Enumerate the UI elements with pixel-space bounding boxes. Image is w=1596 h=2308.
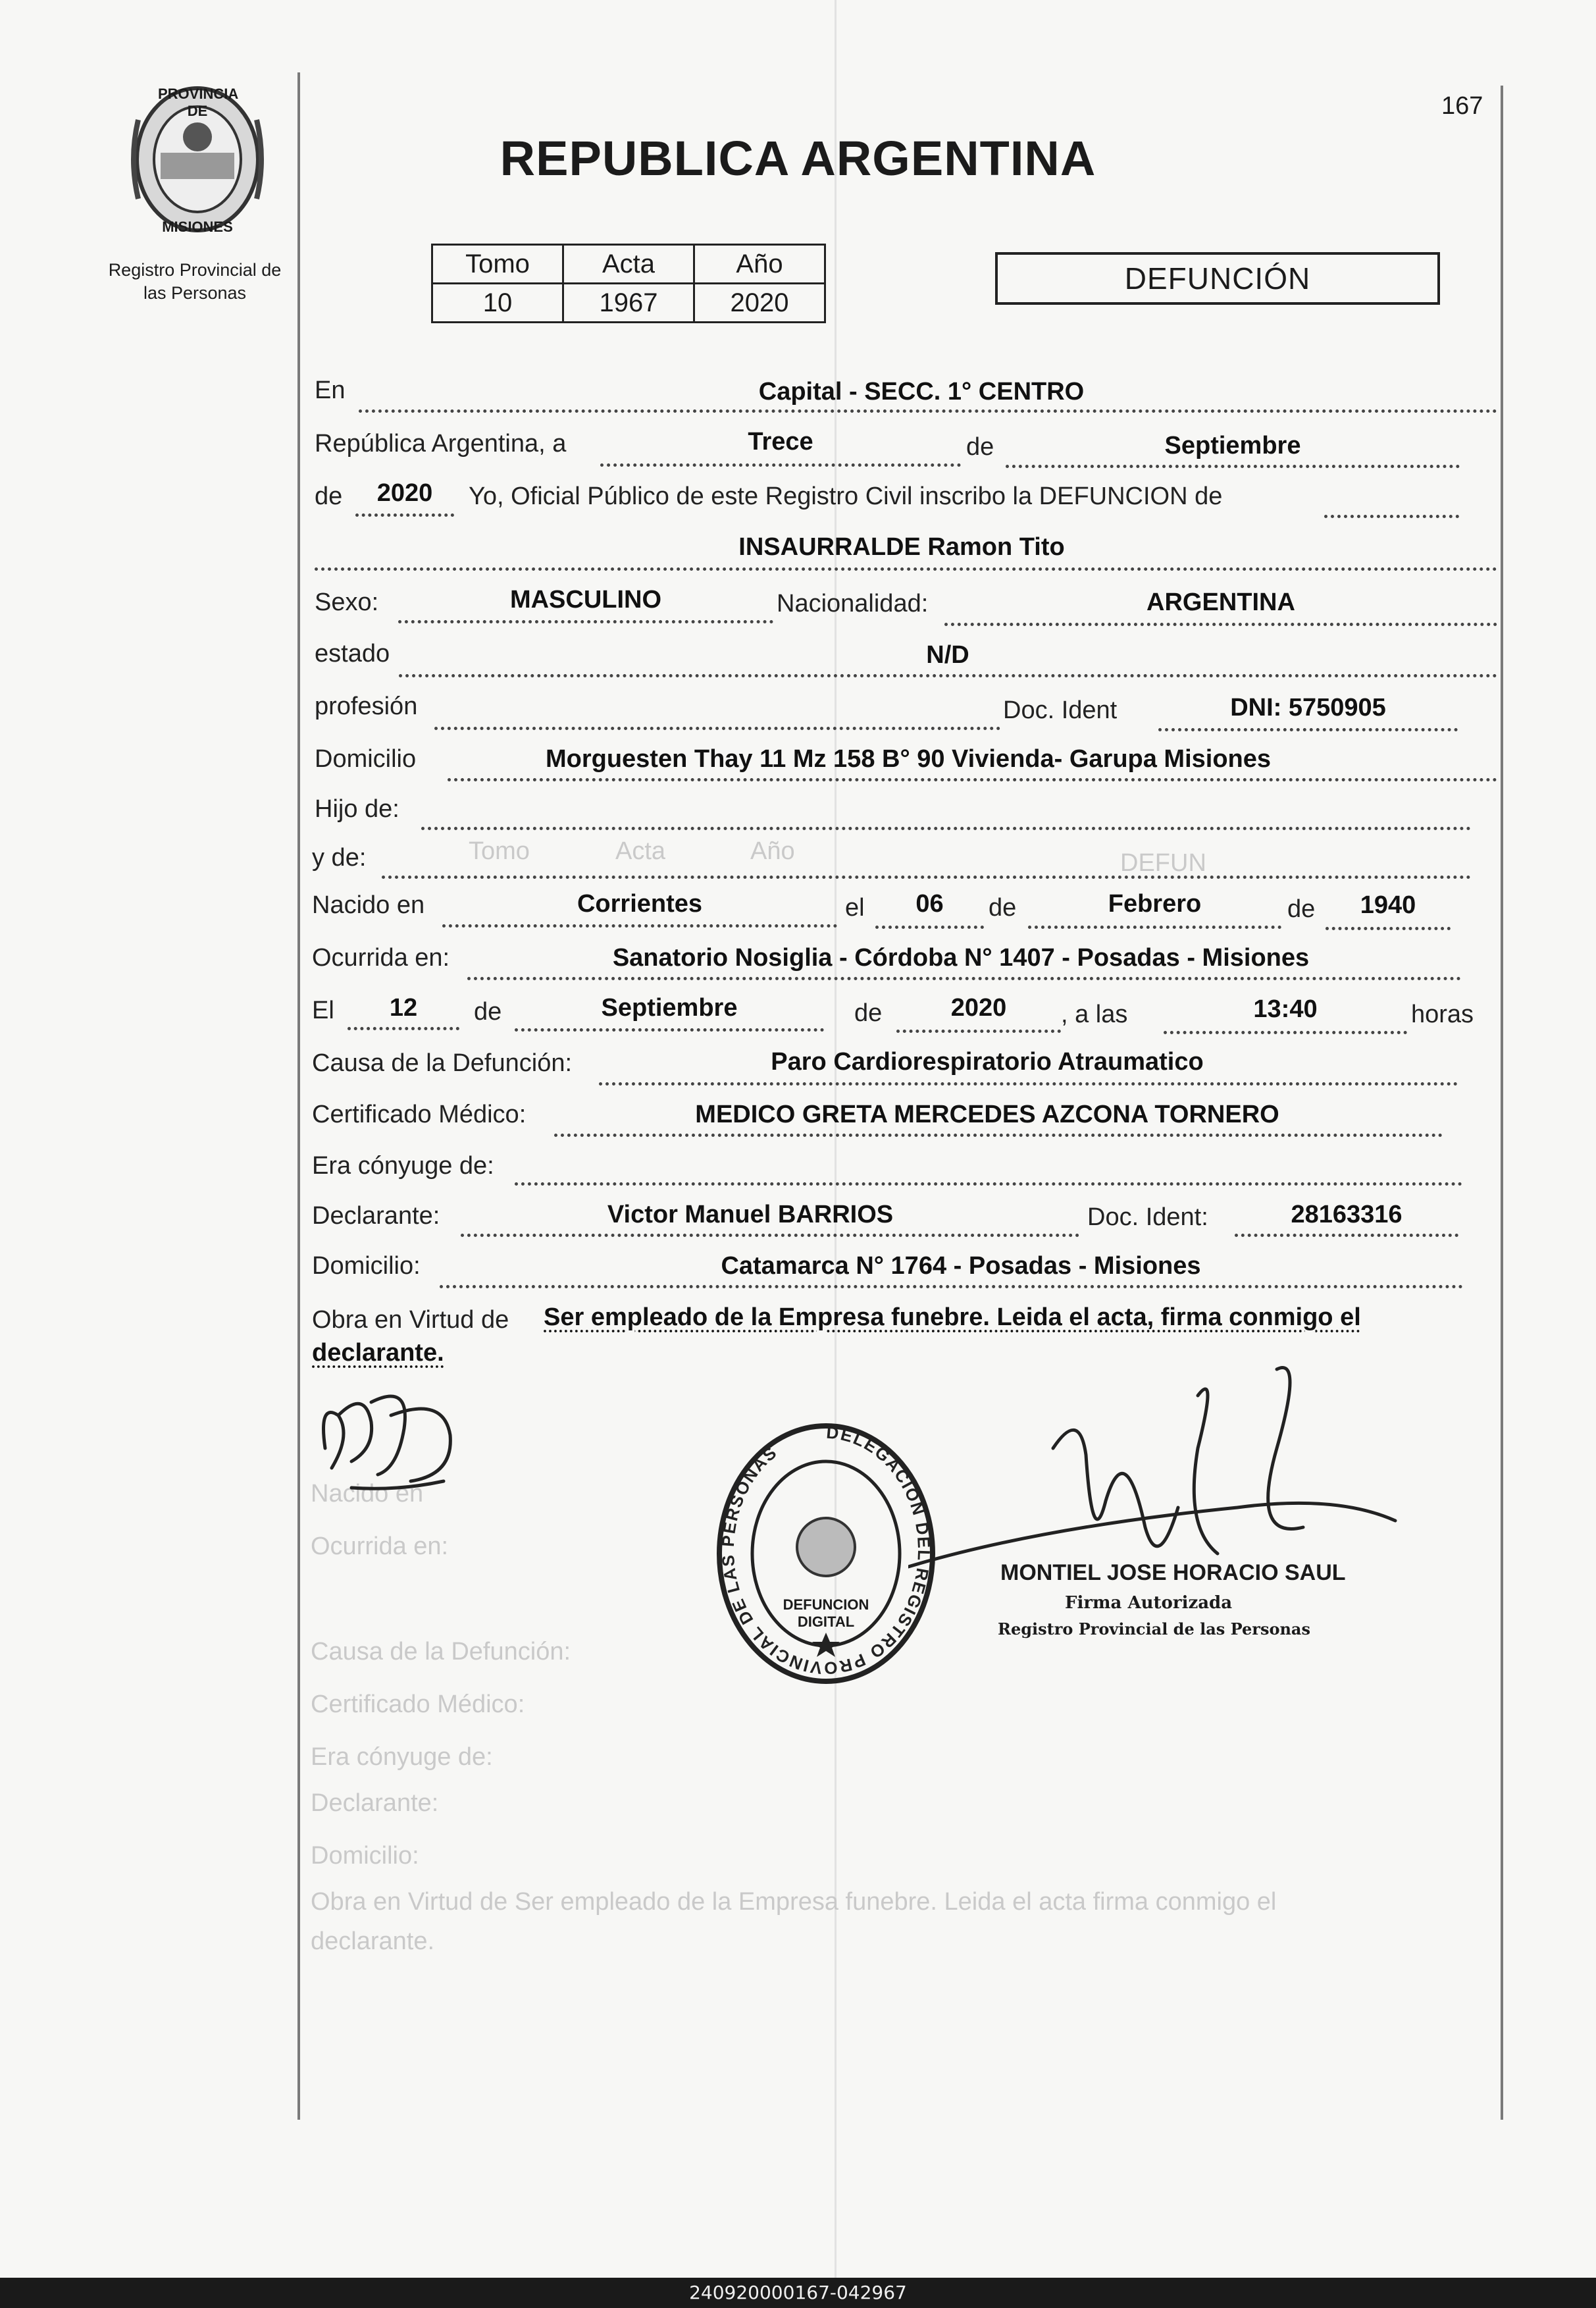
dots-dia-def xyxy=(348,1027,459,1030)
label-domicilio-decl: Domicilio: xyxy=(312,1252,421,1280)
dots-y-de xyxy=(382,876,1471,879)
dots-hijo xyxy=(421,827,1471,830)
ghost-declarante: Declarante: xyxy=(311,1789,439,1817)
value-declarante-domicilio: Catamarca N° 1764 - Posadas - Misiones xyxy=(721,1252,1201,1280)
label-en: En xyxy=(315,377,346,404)
value-nacionalidad: ARGENTINA xyxy=(1146,589,1295,616)
label-certificado: Certificado Médico: xyxy=(312,1101,527,1128)
dots-mes-def xyxy=(515,1028,824,1032)
ghost-domicilio: Domicilio: xyxy=(311,1842,419,1870)
dots-doc xyxy=(1158,728,1458,731)
label-domicilio: Domicilio xyxy=(315,745,417,773)
value-causa: Paro Cardiorespiratorio Atraumatico xyxy=(771,1048,1204,1076)
label-ocurrida-en: Ocurrida en: xyxy=(312,944,450,972)
label-sexo: Sexo: xyxy=(315,589,379,616)
value-sexo: MASCULINO xyxy=(509,586,662,614)
label-el: el xyxy=(845,894,865,922)
dots-estado xyxy=(399,674,1497,677)
value-domicilio: Morguesten Thay 11 Mz 158 B° 90 Vivienda- Garupa Misiones xyxy=(545,745,1272,773)
dots-hora xyxy=(1164,1031,1407,1034)
dots-nombre xyxy=(315,567,1497,571)
page-title: REPUBLICA ARGENTINA xyxy=(500,131,1096,186)
record-table xyxy=(431,244,826,323)
label-conyuge: Era cónyuge de: xyxy=(312,1152,494,1180)
value-hora-def: 13:40 xyxy=(1253,995,1318,1023)
value-obra-line2: declarante. xyxy=(312,1339,444,1367)
value-anio-def: 2020 xyxy=(950,994,1007,1022)
dots-conyuge xyxy=(515,1182,1462,1186)
label-doc-ident: Doc. Ident xyxy=(1003,696,1118,724)
official-stamp xyxy=(711,1415,941,1692)
label-y-de: y de: xyxy=(312,844,367,872)
stamp-ring-text: DELEGACION DEL REGISTRO PROVINCIAL DE LAS PERSONAS xyxy=(717,1422,935,1679)
dots-nacido xyxy=(442,924,837,928)
label-de-1: de xyxy=(966,433,994,461)
dots-certificado xyxy=(554,1134,1443,1137)
label-a-las: , a las xyxy=(1061,1001,1128,1028)
record-type-box: DEFUNCIÓN xyxy=(995,252,1440,305)
dots-mes-nac xyxy=(1028,926,1281,929)
value-obra-line1: Ser empleado de la Empresa funebre. Leida el acta, firma conmigo el xyxy=(544,1303,1361,1331)
label-nacionalidad: Nacionalidad: xyxy=(777,590,929,617)
registry-line2: las Personas xyxy=(143,283,247,303)
label-de-5: de xyxy=(474,998,502,1026)
value-anio-inscripcion: 2020 xyxy=(376,479,433,507)
label-de-3: de xyxy=(989,894,1017,922)
dots-domicilio-decl xyxy=(440,1285,1463,1288)
label-de-2: de xyxy=(315,483,343,510)
center-fold xyxy=(835,0,837,2278)
value-declarante-doc: 28163316 xyxy=(1291,1201,1403,1228)
dots-anio-def xyxy=(896,1030,1061,1033)
value-dia-def: 12 xyxy=(389,994,418,1022)
label-estado: estado xyxy=(315,640,390,668)
ghost-defun: DEFUN xyxy=(1120,849,1206,877)
dots-causa xyxy=(599,1082,1458,1086)
anio-value: 2020 xyxy=(694,284,825,323)
dots-anio-nac xyxy=(1326,927,1451,930)
label-hijo-de: Hijo de: xyxy=(315,795,399,823)
tomo-header: Tomo xyxy=(432,245,563,284)
tomo-value: 10 xyxy=(432,284,563,323)
value-dia-nac: 06 xyxy=(915,890,944,918)
acta-header: Acta xyxy=(563,245,694,284)
left-margin-line xyxy=(297,72,300,2120)
ghost-tomo: Tomo xyxy=(469,837,530,865)
seal-caption-bottom: MISIONES xyxy=(162,219,233,235)
label-nacido-en: Nacido en xyxy=(312,891,425,919)
ghost-acta: Acta xyxy=(615,837,666,865)
page-number: 167 xyxy=(1441,92,1483,120)
label-profesion: profesión xyxy=(315,693,418,720)
stamp-inner-text: DEFUNCION DIGITAL xyxy=(783,1596,869,1631)
value-anio-nac: 1940 xyxy=(1360,891,1416,919)
dots-dia-nac xyxy=(875,926,984,929)
dots-dia xyxy=(600,463,961,467)
ghost-nacido: Nacido en xyxy=(311,1480,424,1508)
dots-anio xyxy=(355,513,454,517)
declarant-signature xyxy=(312,1376,470,1494)
authority-org: Registro Provincial de las Personas xyxy=(998,1619,1310,1639)
value-mes-nac: Febrero xyxy=(1108,890,1202,918)
document-id-footer: 240920000167-042967 xyxy=(0,2278,1596,2308)
dots-doc-decl xyxy=(1235,1234,1458,1237)
label-republica: República Argentina, a xyxy=(315,430,567,458)
value-certificado: MEDICO GRETA MERCEDES AZCONA TORNERO xyxy=(695,1101,1279,1128)
label-de-4: de xyxy=(1287,895,1316,923)
dots-declarante xyxy=(461,1234,1079,1237)
label-causa: Causa de la Defunción: xyxy=(312,1049,573,1077)
label-de-6: de xyxy=(854,999,883,1027)
value-doc-ident: DNI: 5750905 xyxy=(1230,694,1386,721)
value-dia-inscripcion: Trece xyxy=(748,428,813,456)
anio-header: Año xyxy=(694,245,825,284)
value-nombre: INSAURRALDE Ramon Tito xyxy=(738,533,1065,561)
ghost-declarante-end: declarante. xyxy=(311,1928,435,1955)
ghost-obra: Obra en Virtud de Ser empleado de la Empresa funebre. Leida el acta firma conmigo el xyxy=(311,1888,1277,1916)
dots-ocurrida xyxy=(467,977,1461,980)
ghost-conyuge: Era cónyuge de: xyxy=(311,1743,493,1771)
label-declarante: Declarante: xyxy=(312,1202,440,1230)
dots-profesion xyxy=(434,727,1000,730)
label-horas: horas xyxy=(1411,1001,1474,1028)
dots-yo-end xyxy=(1324,515,1459,518)
dots-en xyxy=(359,409,1497,413)
value-declarante: Victor Manuel BARRIOS xyxy=(607,1201,894,1228)
value-estado: N/D xyxy=(926,641,969,669)
ghost-ocurrida: Ocurrida en: xyxy=(311,1533,449,1560)
dots-mes xyxy=(1006,465,1460,468)
dots-domicilio xyxy=(448,778,1497,781)
authority-role: Firma Autorizada xyxy=(1065,1593,1233,1613)
value-nacido-en: Corrientes xyxy=(577,890,703,918)
right-margin-line xyxy=(1501,86,1503,2120)
seal-caption-top: PROVINCIA DE xyxy=(158,86,239,119)
label-doc-ident-decl: Doc. Ident: xyxy=(1087,1203,1208,1231)
value-ocurrida-en: Sanatorio Nosiglia - Córdoba N° 1407 - Posadas - Misiones xyxy=(612,944,1310,972)
label-yo-oficial: Yo, Oficial Público de este Registro Civil inscribo la DEFUNCION de xyxy=(469,483,1223,510)
value-mes-def: Septiembre xyxy=(601,994,738,1022)
value-lugar: Capital - SECC. 1° CENTRO xyxy=(758,378,1085,406)
dots-sexo xyxy=(398,620,773,623)
label-el-cap: El xyxy=(312,997,334,1024)
ghost-certificado: Certificado Médico: xyxy=(311,1691,525,1718)
acta-value: 1967 xyxy=(563,284,694,323)
ghost-anio: Año xyxy=(750,837,795,865)
value-mes-inscripcion: Septiembre xyxy=(1164,432,1301,459)
dots-nacionalidad xyxy=(944,623,1497,626)
ghost-causa: Causa de la Defunción: xyxy=(311,1638,571,1665)
registry-line1: Registro Provincial de xyxy=(108,260,282,280)
authority-name: MONTIEL JOSE HORACIO SAUL xyxy=(1000,1560,1346,1585)
label-obra: Obra en Virtud de xyxy=(312,1306,509,1334)
